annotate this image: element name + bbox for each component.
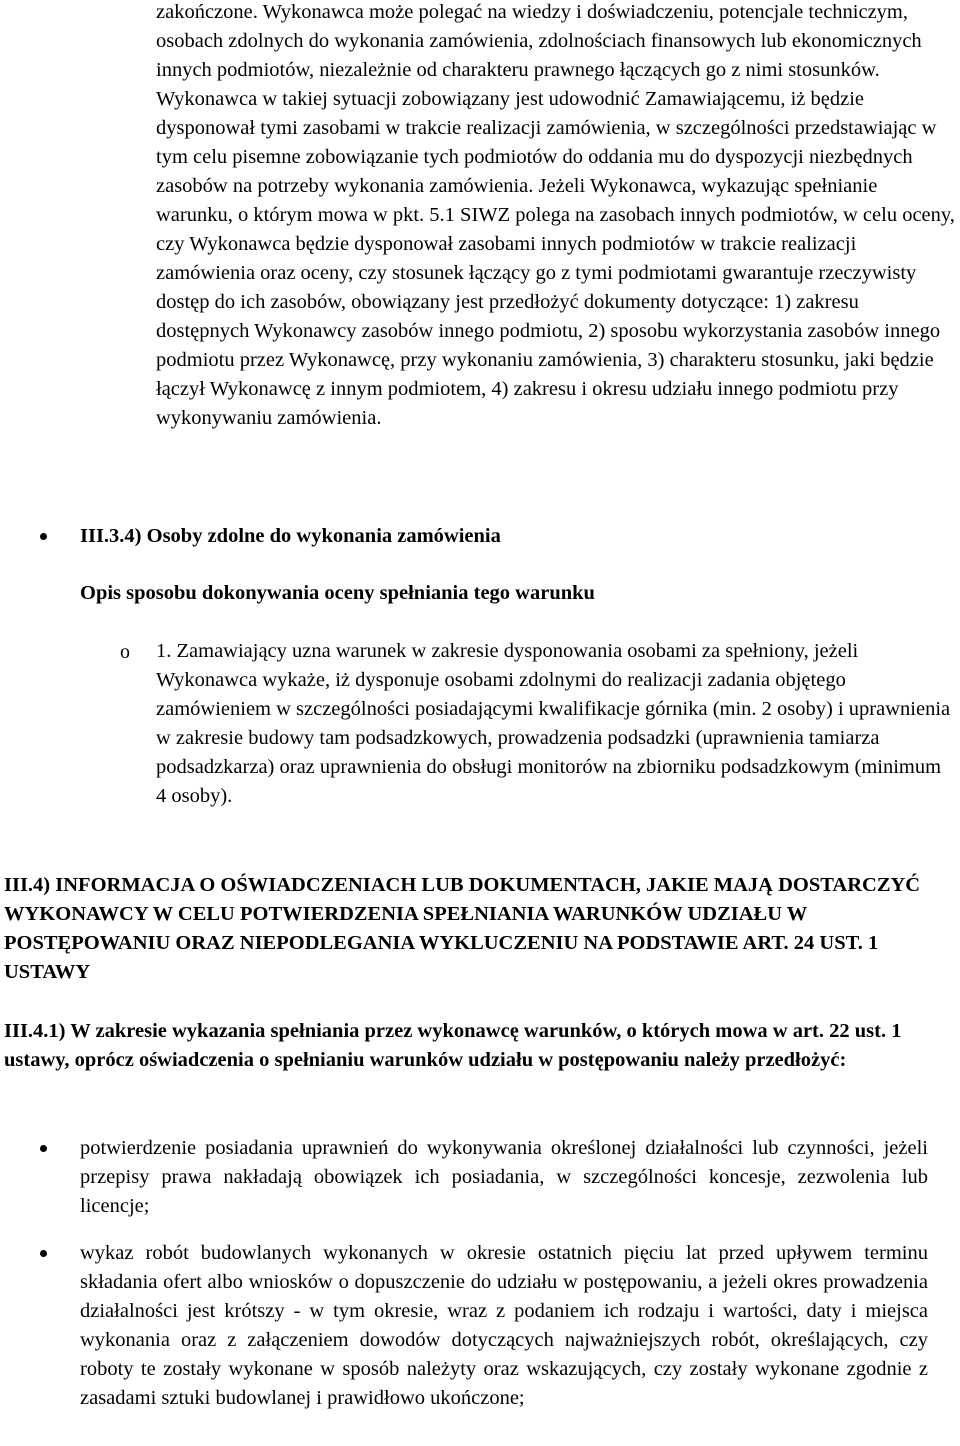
bullet-icon (40, 1250, 47, 1257)
heading-requirements: III.4.1) W zakresie wykazania spełniania przez wykonawcę warunków, o których mowa w art. 22 ust. 1 ustawy, oprócz oświadczenia o spełnianiu warunków udziału w postępowaniu należy przedłożyć: (4, 1020, 902, 1071)
heading-persons: III.3.4) Osoby zdolne do wykonania zamówienia (80, 525, 501, 547)
list-item: potwierdzenie posiadania uprawnień do wykonywania określonej działalności lub czynności, jeżeli przepisy prawa nakładają obowiązek ich posiadania, w szczególności koncesje, zezwolenia lub licencje; (80, 1137, 928, 1217)
condition-item: 1. Zamawiający uzna warunek w zakresie dysponowania osobami za spełniony, jeżeli Wykonawca wykaże, iż dysponuje osobami zdolnymi do realizacji zadania objętego zamówieniem w szczególności posiadającymi kwalifikacje górnika (min. 2 osoby) i uprawnienia w zakresie budowy tam podsadzkowych, prowadzenia podsadzki (uprawnienia tamiarza podsadzkarza) oraz uprawnienia do obsługi monitorów na zbiorniku podsadzkowym (minimum 4 osoby). (156, 640, 951, 807)
subheading-assessment: Opis sposobu dokonywania oceny spełniania tego warunku (80, 582, 595, 604)
heading-documents: III.4) INFORMACJA O OŚWIADCZENIACH LUB DOKUMENTACH, JAKIE MAJĄ DOSTARCZYĆ WYKONAWCY W CELU POTWIERDZENIA SPEŁNIANIA WARUNKÓW UDZIAŁU W POSTĘPOWANIU ORAZ NIEPODLEGANIA WYKLUCZENIU NA PODSTAWIE ART. 24 UST. 1 USTAWY (4, 874, 921, 983)
paragraph-resources: zakończone. Wykonawca może polegać na wiedzy i doświadczeniu, potencjale techniczym, osobach zdolnych do wykonania zamówienia, zdolnościach finansowych lub ekonomicznych innych podmiotów, niezależnie od charakteru prawnego łączących go z nimi stosunków. Wykonawca w takiej sytuacji zobowiązany jest udowodnić Zamawiającemu, iż będzie dysponował tymi zasobami w trakcie realizacji zamówienia, w szczególności przedstawiając w tym celu pisemne zobowiązanie tych podmiotów do oddania mu do dyspozycji niezbędnych zasobów na potrzeby wykonania zamówienia. Jeżeli Wykonawca, wykazując spełnianie warunku, o którym mowa w pkt. 5.1 SIWZ polega na zasobach innych podmiotów, w celu oceny, czy Wykonawca będzie dysponował zasobami innych podmiotów w trakcie realizacji zamówienia oraz oceny, czy stosunek łączący go z tymi podmiotami gwarantuje rzeczywisty dostęp do ich zasobów, obowiązany jest przedłożyć dokumenty dotyczące: 1) zakresu dostępnych Wykonawcy zasobów innego podmiotu, 2) sposobu wykorzystania zasobów innego podmiotu przez Wykonawcę, przy wykonaniu zamówienia, 3) charakteru stosunku, jaki będzie łączył Wykonawcę z innym podmiotem, 4) zakresu i okresu udziału innego podmiotu przy wykonywaniu zamówienia. (156, 1, 955, 429)
list-item: wykaz robót budowlanych wykonanych w okresie ostatnich pięciu lat przed upływem terminu składania ofert albo wniosków o dopuszczenie do udziału w postępowaniu, a jeżeli okres prowadzenia działalności jest krótszy - w tym okresie, wraz z podaniem ich rodzaju i wartości, daty i miejsca wykonania oraz z załączeniem dowodów dotyczących najważniejszych robót, określających, czy roboty te zostały wykonane w sposób należyty oraz wskazujących, czy zostały wykonane zgodnie z zasadami sztuki budowlanej i prawidłowo ukończone; (80, 1242, 928, 1409)
bullet-icon (40, 533, 47, 540)
bullet-icon (40, 1145, 47, 1152)
circle-bullet-icon: o (120, 641, 130, 663)
